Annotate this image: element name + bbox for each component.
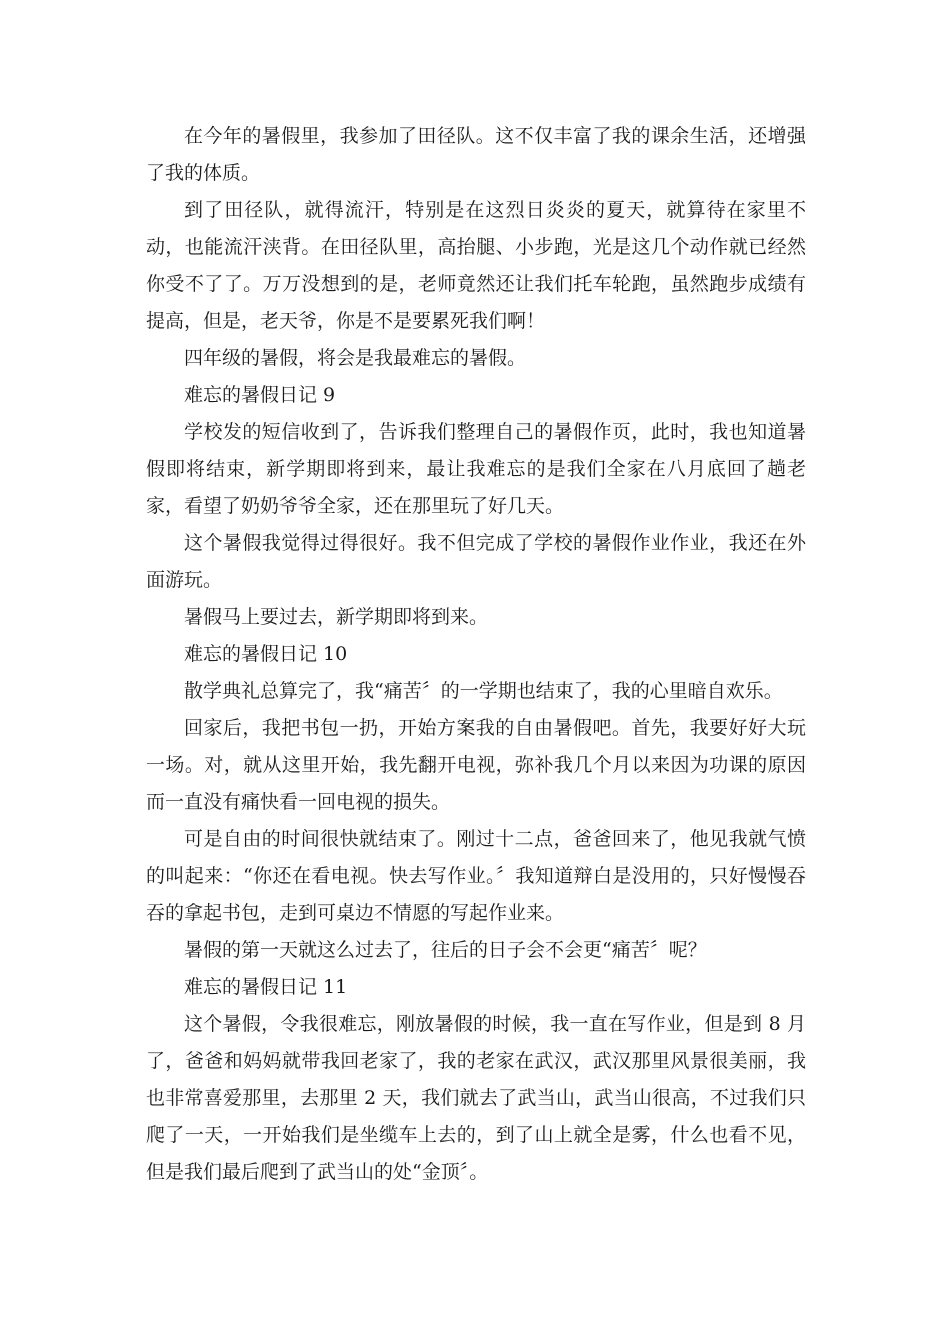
paragraph: 这个暑假我觉得过得很好。我不但完成了学校的暑假作业作业，我还在外面游玩。 <box>146 532 806 591</box>
paragraph: 到了田径队，就得流汗，特别是在这烈日炎炎的夏天，就算待在家里不动，也能流汗浃背。在田径队里，高抬腿、小步跑，光是这几个动作就已经然你受不了了。万万没想到的是，老师竟然还让我们托车轮跑，虽然跑步成绩有提高，但是，老天爷，你是不是要累死我们啊！ <box>146 199 806 332</box>
paragraph: 这个暑假，令我很难忘，刚放暑假的时候，我一直在写作业，但是到 8 月了，爸爸和妈妈就带我回老家了，我的老家在武汉，武汉那里风景很美丽，我也非常喜爱那里，去那里 2 天，我们就去了武当山，武当山很高，不过我们只爬了一天，一开始我们是坐缆车上去的，到了山上就全是雾，什么也看不见，但是我们最后爬到了武当山的处“金顶〞。 <box>146 1013 806 1183</box>
paragraph: 可是自由的时间很快就结束了。刚过十二点，爸爸回来了，他见我就气愤的叫起来：“你还在看电视。快去写作业。〞我知道辩白是没用的，只好慢慢吞吞的拿起书包，走到可桌边不情愿的写起作业来。 <box>146 828 806 924</box>
section-heading: 难忘的暑假日记 11 <box>184 976 348 998</box>
paragraph: 回家后，我把书包一扔，开始方案我的自由暑假吧。首先，我要好好大玩一场。对，就从这里开始，我先翻开电视，弥补我几个月以来因为功课的原因而一直没有痛快看一回电视的损失。 <box>146 717 806 813</box>
document-body <box>146 118 806 1191</box>
paragraph: 四年级的暑假，将会是我最难忘的暑假。 <box>184 347 527 369</box>
section-heading: 难忘的暑假日记 10 <box>184 643 348 665</box>
paragraph: 在今年的暑假里，我参加了田径队。这不仅丰富了我的课余生活，还增强了我的体质。 <box>146 125 806 184</box>
paragraph: 暑假的第一天就这么过去了，往后的日子会不会更“痛苦〞呢？ <box>184 939 707 961</box>
paragraph: 散学典礼总算完了，我“痛苦〞的一学期也结束了，我的心里暗自欢乐。 <box>184 680 783 702</box>
paragraph: 学校发的短信收到了，告诉我们整理自己的暑假作页，此时，我也知道暑假即将结束，新学期即将到来，最让我难忘的是我们全家在八月底回了趟老家，看望了奶奶爷爷全家，还在那里玩了好几天。 <box>146 421 806 517</box>
paragraph: 暑假马上要过去，新学期即将到来。 <box>184 606 489 628</box>
section-heading: 难忘的暑假日记 9 <box>184 384 336 406</box>
